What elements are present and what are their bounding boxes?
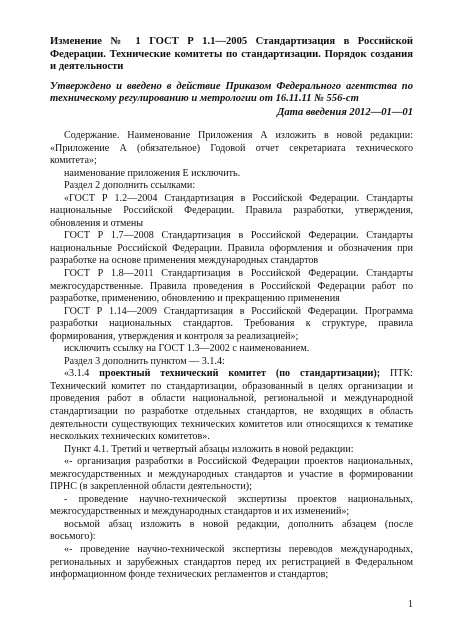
defined-term: проектный технический комитет (по стандартизации);	[99, 368, 381, 380]
amendment-title: Изменение № 1 ГОСТ Р 1.1—2005 Стандартизация в Российской Федерации. Технические комитеты по стандартизации. Порядок создания и деятельности	[50, 36, 413, 73]
paragraph: «- организация разработки в Российской Федерации проектов национальных, межгосударственных и международных стандартов и участие в формировании ПРНС (в закрепленной области деятельности);	[50, 456, 413, 493]
paragraph: Раздел 2 дополнить ссылками:	[64, 180, 196, 192]
paragraph: «- проведение научно-технической экспертизы переводов международных, региональных и зарубежных стандартов перед их регистрацией в Федеральном информационном фонде технических регламентов и стандартов;	[50, 544, 413, 581]
paragraph: ГОСТ Р 1.7—2008 Стандартизация в Российской Федерации. Стандарты национальные Российской Федерации. Правила оформления и обозначения при разработке на основе применения международных стандартов	[50, 230, 413, 267]
document-body	[50, 130, 413, 582]
page-number: 1	[408, 599, 413, 610]
paragraph: Раздел 3 дополнить пунктом — 3.1.4:	[64, 355, 225, 367]
definition-paragraph	[50, 368, 413, 443]
paragraph: исключить ссылку на ГОСТ 1.3—2002 с наименованием.	[64, 343, 310, 355]
paragraph: Пункт 4.1. Третий и четвертый абзацы изложить в новой редакции:	[64, 443, 354, 455]
paragraph: Содержание. Наименование Приложения А изложить в новой редакции: «Приложение А (обязательное) Годовой отчет секретариата технического комитета»;	[50, 129, 413, 167]
approval-statement: Утверждено и введено в действие Приказом Федерального агентства по техническому регулированию и метрологии от 16.11.11 № 556-ст	[50, 80, 413, 105]
paragraph: восьмой абзац изложить в новой редакции, дополнить абзацем (после восьмого):	[50, 518, 413, 543]
definition-text: ПТК: Технический комитет по стандартизации, образованный в целях организации и проведения работ в области национальной, региональной и международной стандартизации по разработке отдельных стандартов, не входящих в область деятельности существующих технических комитетов или относящихся к тематике нескольких технических комитетов».	[50, 368, 413, 443]
paragraph: «ГОСТ Р 1.2—2004 Стандартизация в Российской Федерации. Стандарты национальные Российской Федерации. Правила разработки, утверждения, обновления и отмены	[50, 192, 413, 229]
paragraph: наименование приложения Е исключить.	[64, 167, 241, 179]
paragraph: - проведение научно-технической экспертизы проектов национальных, межгосударственных и международных стандартов и их изменений»;	[50, 493, 413, 518]
paragraph: ГОСТ Р 1.14—2009 Стандартизация в Российской Федерации. Программа разработки национальных стандартов. Требования к структуре, правила формирования, утверждения и контроля за реализацией»;	[50, 305, 413, 342]
paragraph: ГОСТ Р 1.8—2011 Стандартизация в Российской Федерации. Стандарты межгосударственные. Правила проведения в Российской Федерации работ по разработке, применению, обновлению и прекращению применения	[50, 267, 413, 305]
effective-date: Дата введения 2012—01—01	[277, 106, 413, 118]
definition-number: «3.1.4	[64, 368, 100, 380]
